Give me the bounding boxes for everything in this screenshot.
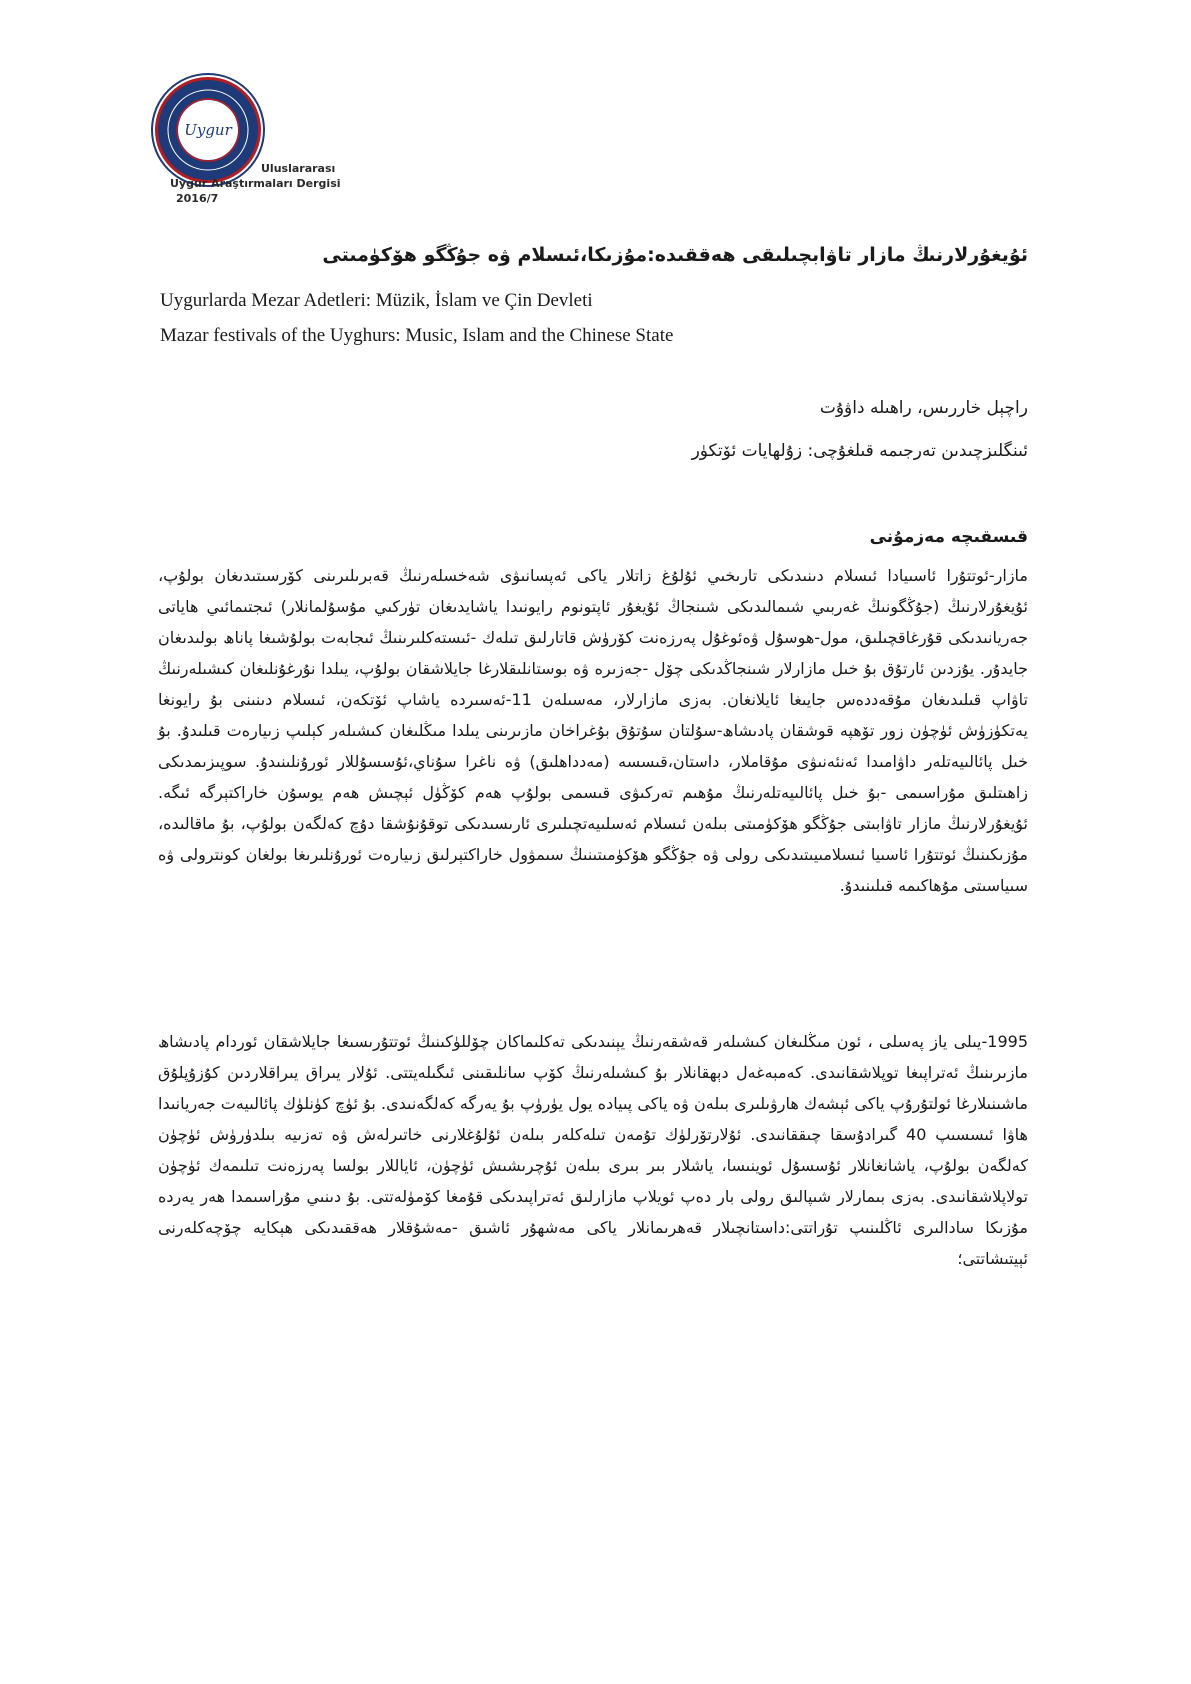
- translator: ئىنگلىزچىدىن تەرجىمە قىلغۇچى: زۇلھايات ئۆتكۈر: [691, 441, 1028, 461]
- journal-line-2: Uygur Araştırmaları Dergisi: [170, 177, 341, 190]
- abstract-heading: قىسقىچە مەزمۇنى: [869, 527, 1028, 547]
- authors: راچېل خاررىس، راھىلە داۋۇت: [819, 398, 1028, 418]
- journal-name: [170, 161, 341, 206]
- journal-line-1: Uluslararası: [261, 162, 336, 175]
- title-english: Mazar festivals of the Uyghurs: Music, Islam and the Chinese State: [160, 325, 674, 346]
- logo-wordmark: Uygur: [184, 121, 232, 139]
- title-uyghur: ئۇيغۇرلارنىڭ مازار تاۋابچىلىقى ھەققىدە:مۇزىكا،ئىسلام ۋە جۇڭگو ھۆكۈمىتى: [322, 244, 1028, 266]
- logo-center: [178, 100, 238, 160]
- body-paragraph-2: 1995-يىلى ياز پەسلى ، ئون مىڭلىغان كىشىلەر قەشقەرنىڭ يېنىدىكى تەكلىماكان چۆللۈكىنىڭ ئوتتۇرىسىغا جايلاشقان ئوردام پادىشاھ مازىرىنىڭ ئەتراپىغا توپلاشقانىدى. كەمبەغەل دېھقانلار بۇ كىشىلەرنىڭ كۆپ سانلىقىنى ئىگىلەيتتى. ئۇلار يىراق يىراقلاردىن كۇزۇپلۇق ماشىنىلارغا ئولتۇرۇپ ياكى ئېشەك ھارۋىلىرى بىلەن ۋە ياكى پىيادە يول يۈرۈپ بۇ يەرگە كەلگەنىدى. بۇ ئۈچ كۈنلۈك پائالىيەت جەريانىدا ھاۋا ئىسسىپ 40 گىرادۇسقا چىققانىدى. ئۇلارتۆرلۈك تۇمەن تىلەكلەر بىلەن ئۇلۇغلارنى خاتىرلەش ۋە تەزىيە بىلدۈرۈش ئۈچۈن كەلگەن بولۇپ، ياشانغانلار ئۇسسۇل ئوينىسا، ياشلار بىر بىرى بىلەن ئۇچرىشىش ئۈچۈن، ئاياللار بولسا پەرزەنت تىلىمەك ئۈچۈن تولاپلاشقانىدى. بەزى بىمارلار شىپالىق رولى بار دەپ ئويلاپ مازارلىق ئەتراپىدىكى قۇمغا كۆمۈلەتتى. بۇ دىنىي مۇراسىمدا ھەر يەردە مۇزىكا سادالىرى ئاڭلىنىپ تۇراتتى:داستانچىلار قەھرىمانلار ياكى مەشھۇر ئاشىق -مەشۇقلار ھەققىدىكى ھېكايە چۆچەكلەرنى ئېيتىشاتتى؛: [158, 1032, 1028, 1268]
- journal-issue: 2016/7: [176, 192, 219, 205]
- abstract-paragraph-1: مازار-ئوتتۇرا ئاسىيادا ئىسلام دىنىدىكى تارىخىي ئۇلۇغ زاتلار ياكى ئەپسانىۋى شەخسلەرنىڭ قەبرىلىرىنى كۆرسىتىدىغان بولۇپ، ئۇيغۇرلارنىڭ (جۇڭگونىڭ غەربىي شىمالىدىكى شىنجاڭ ئۇيغۇر ئاپتونوم رايونىدا ياشايدىغان تۈركىي مۇسۇلمانلار) ئىجتىمائىي ھاياتى جەريانىدىكى قۇرغاقچىلىق، مول-ھوسۇل ۋەئوغۇل پەرزەنت كۆرۈش قاتارلىق تىلەك -ئىستەكلىرىنىڭ ئىجابەت بولۇشىغا پاناھ بولىدىغان جايدۇر. يۇزدىن ئارتۇق بۇ خىل مازارلار شىنجاڭدىكى چۆل -جەزىرە ۋە بوستانلىقلارغا جايلاشقان بولۇپ، يىلدا نۇرغۇنلىغان كىشىلەرنىڭ تاۋاپ قىلىدىغان مۇقەددەس جايىغا ئايلانغان. بەزى مازارلار، مەسىلەن 11-ئەسىردە ياشاپ ئۆتكەن، ئىسلام دىنىنى بۇ رايونغا يەتكۈزۈش ئۈچۈن زور تۆھپە قوشقان پادىشاھ-سۇلتان سۇتۇق بۇغراخان مازىرىنى يىلدا مىڭلىغان كىشىلەر كېلىپ زىيارەت قىلىدۇ. بۇ خىل پائالىيەتلەر داۋامىدا ئەنئەنىۋى مۇقاملار، داستان،قىسسە (مەدداھلىق) ۋە ناغرا سۇناي،ئۇسسۇللار ئورۇنلىنىدۇ. سوپىزىمدىكى زاھىتلىق مۇراسىمى -بۇ خىل پائالىيەتلەرنىڭ مۇھىم تەركىۋى قىسمى بولۇپ ھەم كۆڭۈل ئېچىش ھەم يوسۇن خاراكتېرگە ئىگە. ئۇيغۇرلارنىڭ مازار تاۋابىتى جۇڭگو ھۆكۈمىتى بىلەن ئىسلام ئەسلىيەتچىلىرى ئارىسىدىكى توقۇنۇشقا دۇچ كەلگەن بولۇپ، بۇ ماقالىدە، مۇزىكىنىڭ ئوتتۇرا ئاسىيا ئىسلامىيىتىدىكى رولى ۋە جۇڭگو ھۆكۈمىتىنىڭ سىمۋول خاراكتېرلىق زىيارەت ئورۇنلىرىغا بولغان كونترولى ۋە سىياسىتى مۇھاكىمە قىلىنىدۇ.: [158, 566, 1029, 895]
- title-turkish: Uygurlarda Mezar Adetleri: Müzik, İslam ve Çin Devleti: [160, 290, 593, 311]
